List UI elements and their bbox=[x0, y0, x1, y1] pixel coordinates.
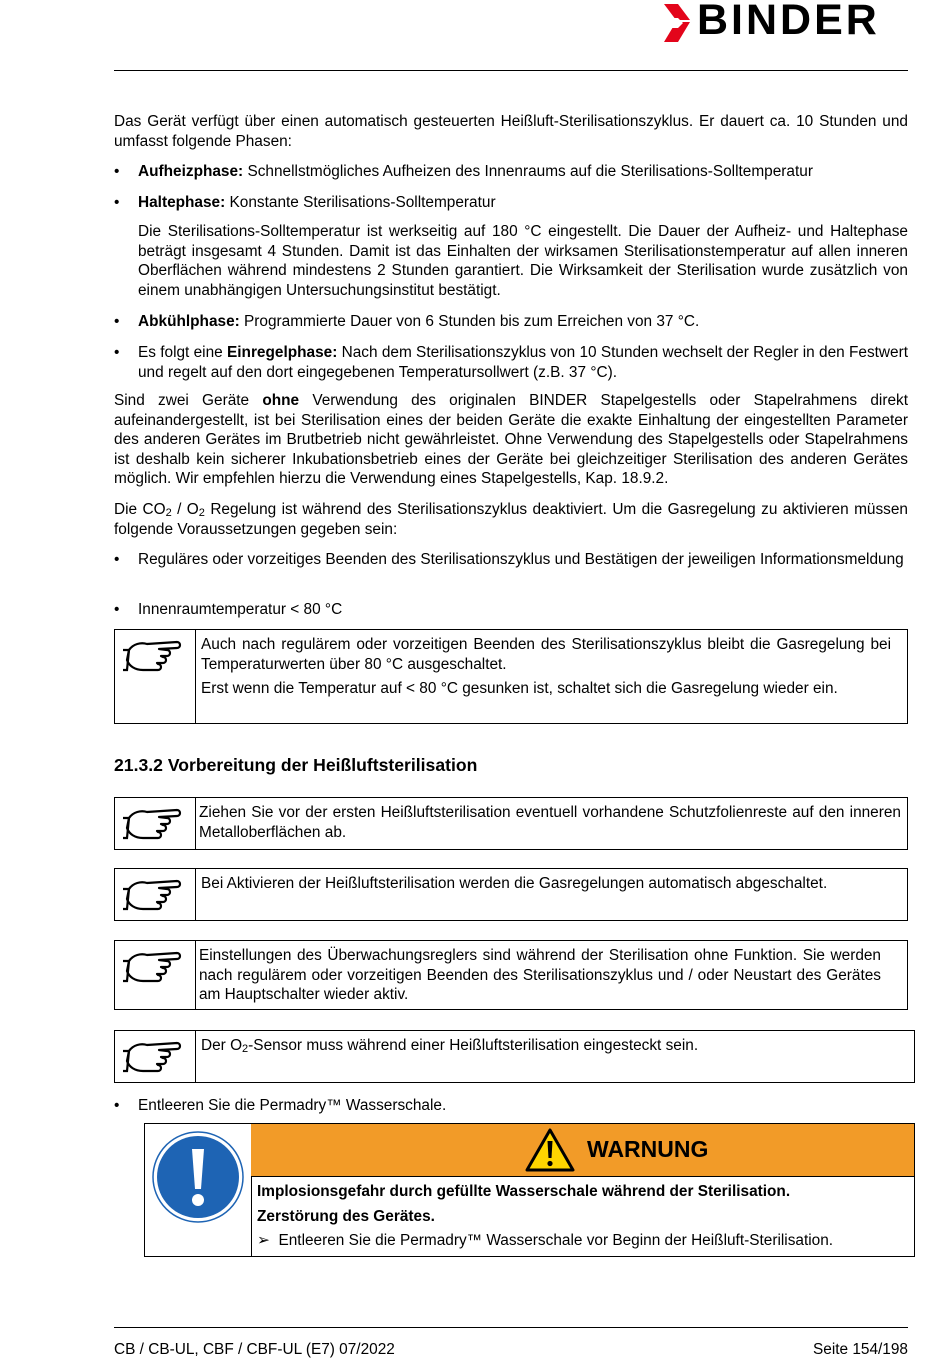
warning-body bbox=[257, 1182, 908, 1251]
note-icon-cell bbox=[115, 941, 196, 1009]
note-text: Erst wenn die Temperatur auf < 80 °C gesunken ist, schaltet sich die Gasregelung wieder ein. bbox=[201, 680, 838, 698]
warning-line: Zerstörung des Gerätes. bbox=[257, 1207, 435, 1225]
bullet-icon: • bbox=[114, 1097, 120, 1114]
note-text: Einstellungen des Überwachungsreglers sind während der Sterilisation ohne Funktion. Sie werden nach regulärem oder vorzeitigen Beenden des Sterilisationszyklus und / oder Neustart des Gerätes am Hauptschalter wieder aktiv. bbox=[199, 947, 881, 1004]
o2-text: -Sensor muss während einer Heißluftsterilisation eingesteckt sein. bbox=[248, 1037, 699, 1054]
mandatory-exclamation-icon bbox=[152, 1131, 244, 1223]
phase-pre: Es folgt eine bbox=[138, 344, 227, 361]
section-heading bbox=[114, 753, 477, 777]
phase-text: Konstante Sterilisations-Solltemperatur bbox=[225, 194, 496, 211]
section-title: Vorbereitung der Heißluftsterilisation bbox=[167, 755, 478, 775]
pointing-hand-icon bbox=[121, 943, 187, 991]
o2-pre: Der O bbox=[201, 1037, 243, 1054]
bullet-icon: • bbox=[114, 313, 120, 330]
section-number: 21.3.2 bbox=[114, 755, 163, 775]
stacking-text: Verwendung des originalen BINDER Stapelgestells oder Stapelrahmens direkt aufeinandergestellt, ist bei Sterilisation eines der beiden Geräte die exakte Einhaltung der eingestellten Parameter des anderen Gerätes im Brutbetrieb nicht gewährleistet. Ohne Verwendung des Stapelgestells oder Stapelrahmens ist deshalb kein sicherer Inkubationsbetrieb eines der Geräte bei gleichzeitiger Sterilisation des anderen Gerätes möglich. Wir empfehlen hierzu die Verwendung eines Stapelgestells, Kap. 18.9.2. bbox=[114, 392, 908, 488]
stacking-pre: Sind zwei Geräte bbox=[114, 392, 263, 409]
pointing-hand-icon bbox=[121, 871, 187, 919]
note-text: Ziehen Sie vor der ersten Heißluftsterilisation eventuell vorhandene Schutzfolienreste auf den inneren Metalloberflächen ab. bbox=[199, 804, 901, 841]
header-rule bbox=[114, 70, 908, 71]
note-icon-cell bbox=[115, 798, 196, 849]
intro-paragraph: Das Gerät verfügt über einen automatisch gesteuerten Heißluft-Sterilisationszyklus. Er dauert ca. 10 Stunden und umfasst folgende Phasen: bbox=[114, 113, 908, 150]
warning-action bbox=[257, 1231, 908, 1251]
gas-co-sub: 2 bbox=[165, 507, 172, 519]
gas-mid: / O bbox=[171, 501, 199, 518]
note-text bbox=[201, 1036, 908, 1056]
phase-label: Haltephase: bbox=[138, 194, 226, 211]
gas-text: Regelung ist während des Sterilisationszyklus deaktiviert. Um die Gasregelung zu aktivieren müssen folgende Voraussetzungen gegeben sein: bbox=[114, 501, 908, 538]
note-icon-cell bbox=[115, 630, 196, 723]
warning-line: Implosionsgefahr durch gefüllte Wasserschale während der Sterilisation. bbox=[257, 1183, 791, 1200]
info-note bbox=[114, 1030, 915, 1083]
warning-title: WARNUNG bbox=[587, 1136, 709, 1162]
info-note bbox=[114, 797, 908, 850]
footer-doc-id: CB / CB-UL, CBF / CBF-UL (E7) 07/2022 bbox=[114, 1341, 395, 1358]
bullet-icon: • bbox=[114, 163, 120, 180]
note-icon-cell bbox=[115, 1031, 196, 1082]
bullet-icon: • bbox=[114, 194, 120, 211]
warning-header bbox=[251, 1124, 914, 1177]
stacking-bold: ohne bbox=[262, 392, 300, 409]
phase-label: Aufheizphase: bbox=[138, 163, 244, 180]
footer-page-number: Seite 154/198 bbox=[813, 1341, 908, 1358]
bullet-icon: • bbox=[114, 601, 120, 618]
phase-label: Einregelphase: bbox=[227, 344, 338, 361]
note-text: Auch nach regulärem oder vorzeitigen Beenden des Sterilisationszyklus bleibt die Gasregelung bei Temperaturwerten über 80 °C ausgeschaltet. bbox=[201, 636, 891, 673]
pointing-hand-icon bbox=[121, 632, 187, 680]
binder-logo-mark-icon bbox=[662, 2, 692, 44]
arrow-icon: ➢ bbox=[257, 1232, 270, 1250]
info-note bbox=[114, 629, 908, 724]
warning-icon-cell bbox=[145, 1124, 252, 1256]
gas-paragraph bbox=[114, 500, 908, 539]
pointing-hand-icon bbox=[121, 1033, 187, 1081]
pointing-hand-icon bbox=[121, 800, 187, 848]
requirement-text: Reguläres oder vorzeitiges Beenden des Sterilisationszyklus und Bestätigen der jeweiligen Informationsmeldung bbox=[138, 551, 904, 568]
warning-triangle-icon bbox=[525, 1128, 575, 1172]
info-note bbox=[114, 868, 908, 921]
step-text: Entleeren Sie die Permadry™ Wasserschale. bbox=[138, 1097, 447, 1114]
warning-action-text: Entleeren Sie die Permadry™ Wasserschale vor Beginn der Heißluft-Sterilisation. bbox=[278, 1232, 834, 1250]
gas-o-sub: 2 bbox=[198, 507, 205, 519]
requirement-text: Innenraumtemperatur < 80 °C bbox=[138, 601, 343, 618]
logo-text: BINDER bbox=[697, 0, 880, 44]
phase-text: Schnellstmögliches Aufheizen des Innenraums auf die Sterilisations-Solltemperatur bbox=[243, 163, 813, 180]
stacking-paragraph bbox=[114, 391, 908, 489]
phase-text: Nach dem Sterilisationszyklus von 10 Stunden wechselt der Regler in den Festwert und regelt auf den dort eingegebenen Temperatursollwert (z.B. 37 °C). bbox=[138, 344, 908, 381]
o2-sub: 2 bbox=[242, 1043, 249, 1055]
phase-label: Abkühlphase: bbox=[138, 313, 240, 330]
footer-rule bbox=[114, 1327, 908, 1328]
binder-logo bbox=[662, 2, 910, 44]
warning-box bbox=[144, 1123, 915, 1257]
note-icon-cell bbox=[115, 869, 196, 920]
bullet-icon: • bbox=[114, 344, 120, 361]
gas-co: Die CO bbox=[114, 501, 166, 518]
holding-detail: Die Sterilisations-Solltemperatur ist werkseitig auf 180 °C eingestellt. Die Dauer der Aufheiz- und Haltephase beträgt insgesamt 4 Stunden. Damit ist das Einhalten der wirksamen Sterilisationstemperatur auf allen inneren Oberflächen während mindestens 2 Stunden garantiert. Die Wirksamkeit der Sterilisation wurde zusätzlich von einem unabhängigen Untersuchungsinstitut bestätigt. bbox=[138, 223, 908, 299]
info-note bbox=[114, 940, 908, 1010]
bullet-icon: • bbox=[114, 551, 120, 568]
note-text: Bei Aktivieren der Heißluftsterilisation werden die Gasregelungen automatisch abgeschaltet. bbox=[201, 875, 828, 892]
phase-text: Programmierte Dauer von 6 Stunden bis zum Erreichen von 37 °C. bbox=[239, 313, 700, 330]
